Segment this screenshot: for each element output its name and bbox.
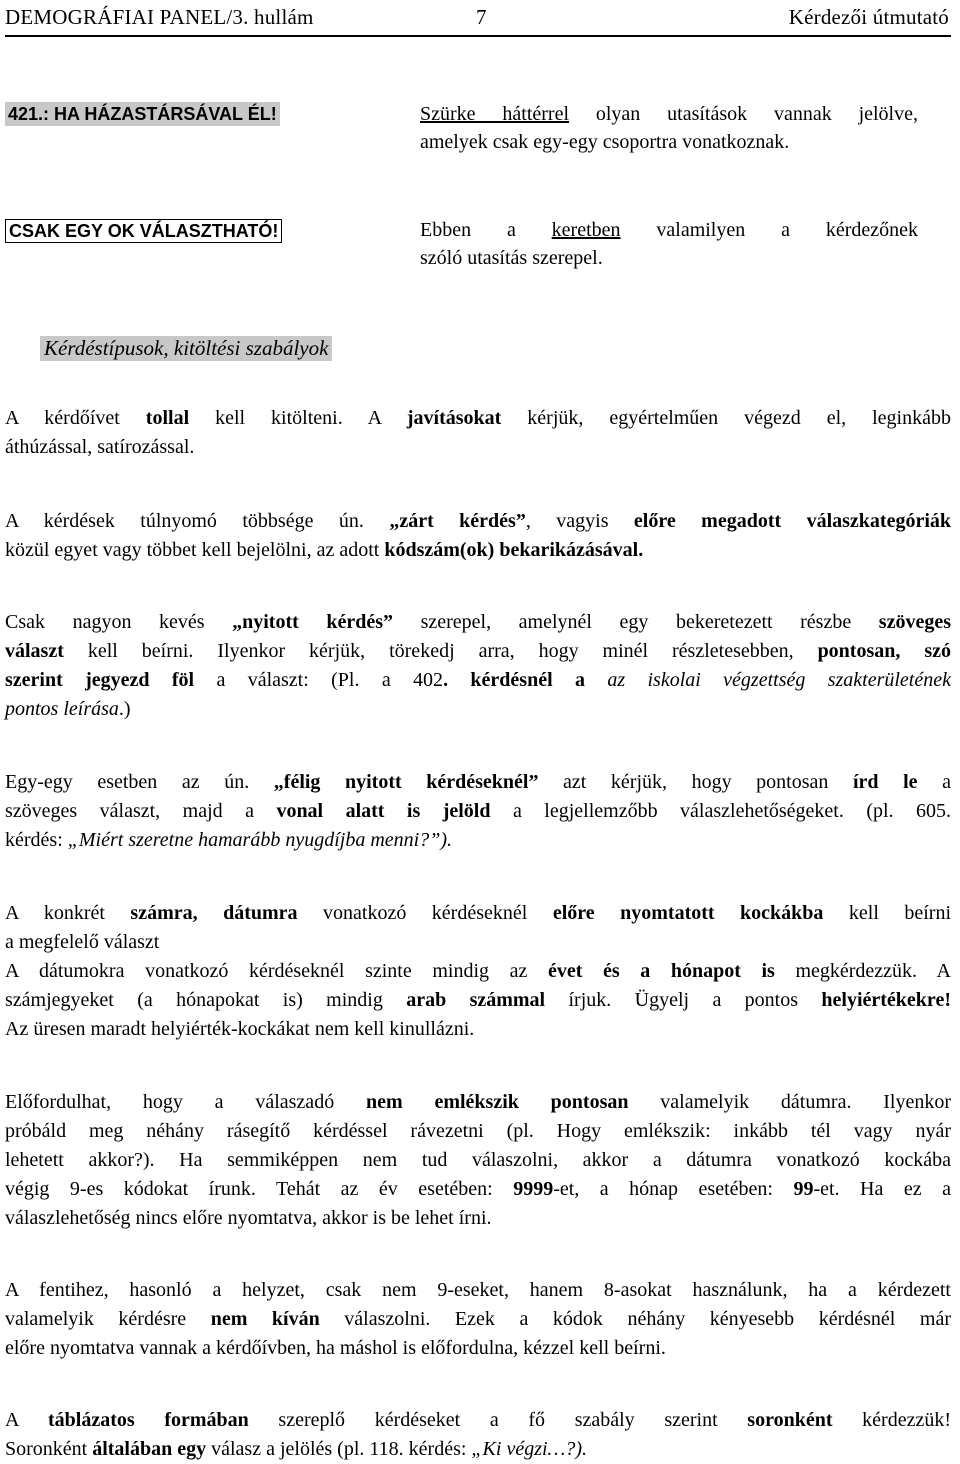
- grey-explanation: Szürke háttérrel olyan utasítások vannak jelölve, amelyek csak egy-egy csoportra vonatkoznak.: [420, 103, 918, 153]
- paragraph-half-open-questions: Egy-egy esetben az ún. „félig nyitott kérdéseknél” azt kérjük, hogy pontosan írd le a szöveges választ, majd a vonal alatt is jelöld a legjellemzőbb válaszlehetőségeket. (pl. 605. kérdés: „Miért szeretne hamarább nyugdíjba menni?”).: [5, 771, 951, 851]
- header-doc-type: Kérdezői útmutató: [788, 5, 949, 29]
- grey-instruction-example: 421.: HA HÁZASTÁRSÁVAL ÉL!: [5, 102, 280, 126]
- paragraph-closed-questions: A kérdések túlnyomó többsége ún. „zárt kérdés”, vagyis előre megadott válaszkategóriák közül egyet vagy többet kell bejelölni, az adott kódszám(ok) bekarikázásával.: [5, 510, 951, 561]
- header-title: DEMOGRÁFIAI PANEL/3. hullám: [5, 5, 314, 29]
- paragraph-refusal-codes: A fentihez, hasonló a helyzet, csak nem 9-eseket, hanem 8-asokat használunk, ha a kérdezett valamelyik kérdésre nem kíván válaszolni. Ezek a kódok néhány kényesebb kérdésnél már előre nyomtatva vannak a kérdőívben, ha máshol is előfordulna, kézzel kell beírni.: [5, 1279, 952, 1359]
- frame-instruction-example: CSAK EGY OK VÁLASZTHATÓ!: [5, 219, 282, 243]
- paragraph-not-remembering: Előfordulhat, hogy a válaszadó nem emlékszik pontosan valamelyik dátumra. Ilyenkor próbáld meg néhány rásegítő kérdéssel rávezetni (pl. Hogy emlékszik: inkább tél vagy nyár lehetett akkor?). Ha semmiképpen nem tud válaszolni, akkor a dátumra vonatkozó kockába végig 9-es kódokat írunk. Tehát az év esetében: 9999-et, a hónap esetében: 99-et. Ha ez a válaszlehetőség nincs előre nyomtatva, akkor is be lehet írni.: [5, 1091, 952, 1229]
- paragraph-tables: A táblázatos formában szereplő kérdéseket a fő szabály szerint soronként kérdezzük! Soronként általában egy válasz a jelölés (pl. 118. kérdés: „Ki végzi…?).: [5, 1409, 951, 1460]
- paragraph-numbers-dates: A konkrét számra, dátumra vonatkozó kérdéseknél előre nyomtatott kockákba kell beírni a megfelelő választ A dátumokra vonatkozó kérdéseknél szinte mindig az évet és a hónapot is megkérdezzük. A számjegyeket (a hónapokat is) mindig arab számmal írjuk. Ügyelj a pontos helyiértékekre! Az üresen maradt helyiérték-kockákat nem kell kinullázni.: [5, 902, 952, 1040]
- paragraph-open-questions: Csak nagyon kevés „nyitott kérdés” szerepel, amelynél egy bekeretezett részbe szöveges választ kell beírni. Ilyenkor kérjük, törekedj arra, hogy minél részletesebben, pontosan, szó szerint jegyezd föl a választ: (Pl. a 402. kérdésnél a az iskolai végzettség szakterületének pontos leírása.): [5, 611, 951, 720]
- section-title: Kérdéstípusok, kitöltési szabályok: [40, 336, 332, 361]
- page-header: [5, 3, 951, 37]
- page-number: 7: [476, 5, 487, 29]
- frame-explanation: Ebben a keretben valamilyen a kérdezőnek szóló utasítás szerepel.: [420, 219, 918, 269]
- paragraph-pen: A kérdőívet tollal kell kitölteni. A javításokat kérjük, egyértelműen végezd el, leginkább áthúzással, satírozással.: [5, 407, 951, 458]
